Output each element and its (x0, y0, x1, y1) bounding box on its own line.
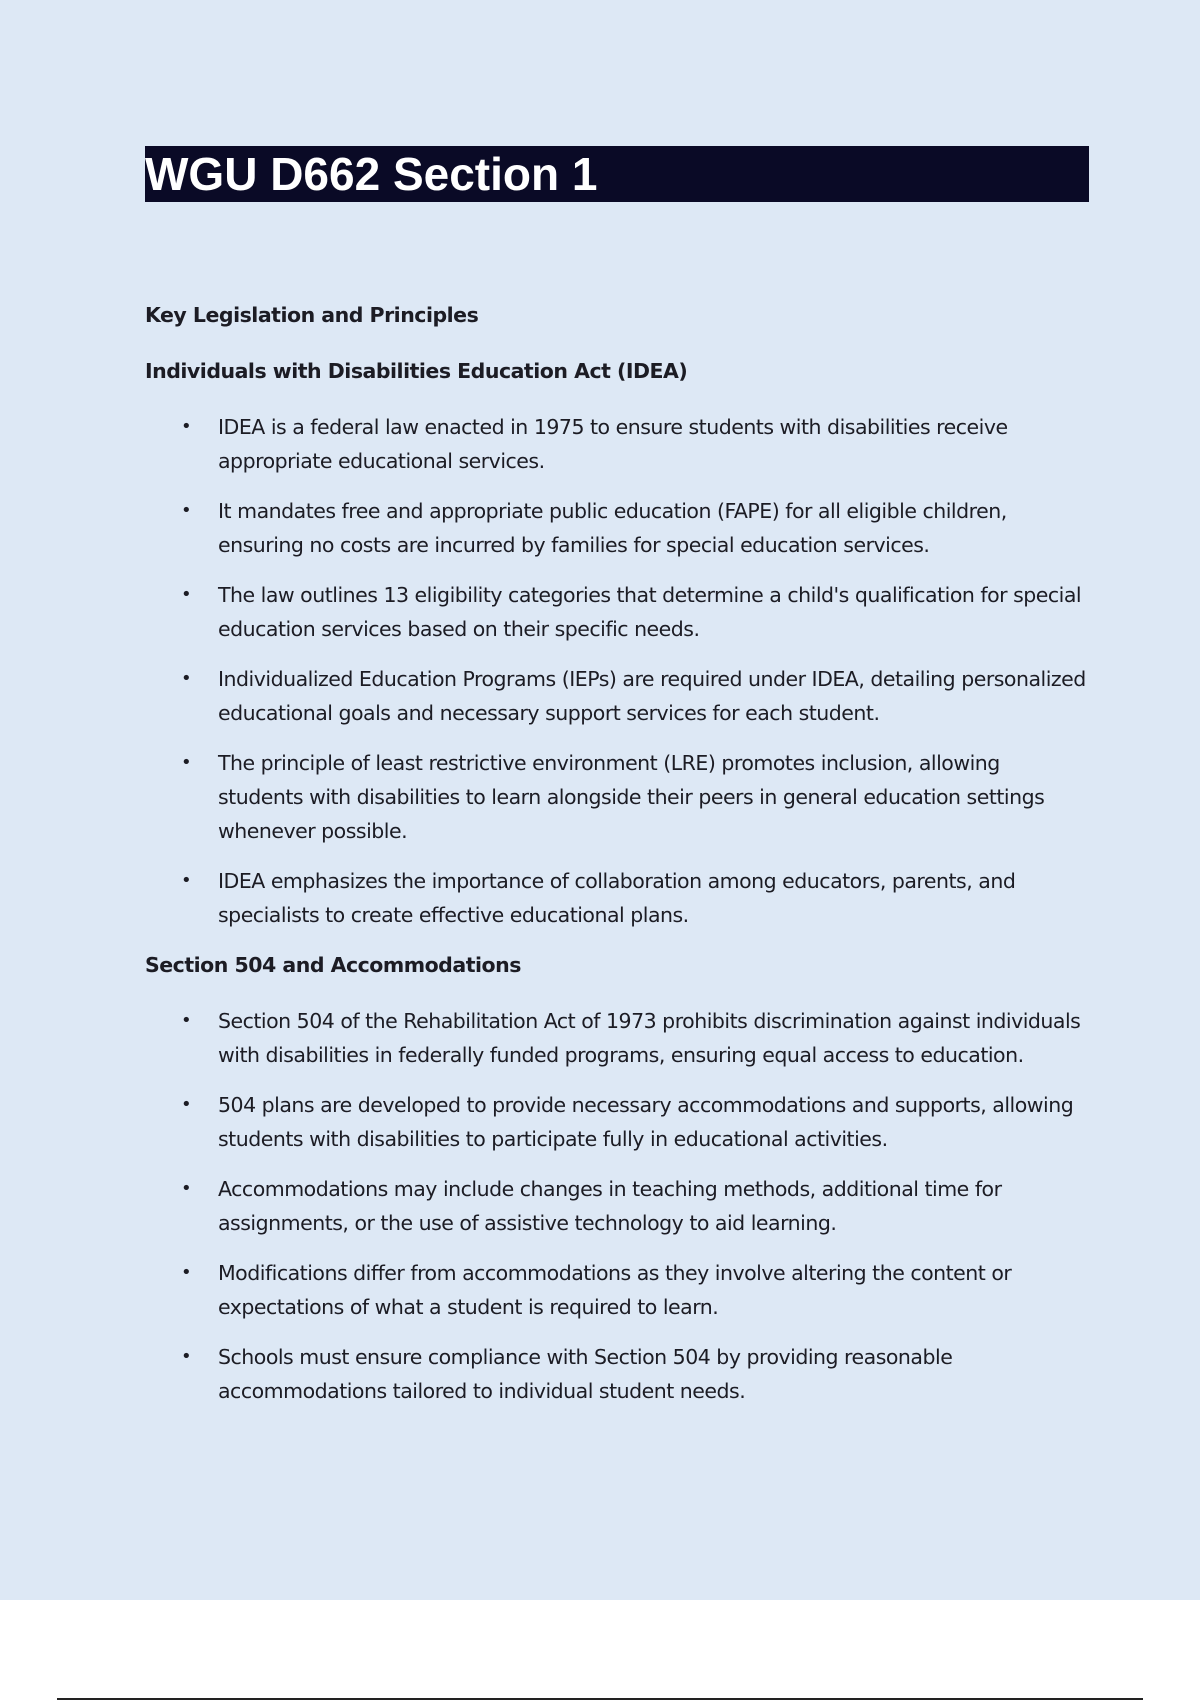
list-item-text: Modifications differ from accommodations as they involve altering the content or expectations of what a student is required to learn. (218, 1261, 1012, 1319)
bullet-icon: • (181, 668, 192, 689)
list-item-text: It mandates free and appropriate public education (FAPE) for all eligible children, ensuring no costs are incurred by families for special education services. (218, 499, 1007, 557)
bullet-icon: • (181, 752, 192, 773)
idea-bullet-list (145, 410, 1090, 932)
bullet-icon: • (181, 584, 192, 605)
section-504-bullet-list (145, 1004, 1090, 1408)
bullet-icon: • (181, 1346, 192, 1367)
list-item (145, 1088, 1090, 1156)
list-item-text: 504 plans are developed to provide necessary accommodations and supports, allowing students with disabilities to participate fully in educational activities. (218, 1093, 1074, 1151)
list-item (145, 1256, 1090, 1324)
list-item (145, 1004, 1090, 1072)
section-heading-idea: Individuals with Disabilities Education Act (IDEA) (145, 359, 688, 383)
list-item (145, 662, 1090, 730)
list-item-text: The principle of least restrictive environment (LRE) promotes inclusion, allowing students with disabilities to learn alongside their peers in general education settings whenever possible. (218, 751, 1045, 843)
list-item (145, 1340, 1090, 1408)
bullet-icon: • (181, 1094, 192, 1115)
list-item-text: IDEA is a federal law enacted in 1975 to ensure students with disabilities receive appropriate educational services. (218, 415, 1008, 473)
section-heading-504: Section 504 and Accommodations (145, 953, 521, 977)
bullet-icon: • (181, 870, 192, 891)
list-item (145, 578, 1090, 646)
list-item-text: Schools must ensure compliance with Section 504 by providing reasonable accommodations tailored to individual student needs. (218, 1345, 953, 1403)
bullet-icon: • (181, 500, 192, 521)
main-heading: Key Legislation and Principles (145, 303, 479, 327)
list-item-text: Individualized Education Programs (IEPs) are required under IDEA, detailing personalized educational goals and necessary support services for each student. (218, 667, 1086, 725)
bullet-icon: • (181, 1178, 192, 1199)
document-title: WGU D662 Section 1 (145, 146, 1089, 202)
list-item-text: IDEA emphasizes the importance of collaboration among educators, parents, and specialists to create effective educational plans. (218, 869, 1016, 927)
bullet-icon: • (181, 1262, 192, 1283)
list-item (145, 494, 1090, 562)
list-item (145, 746, 1090, 848)
list-item (145, 1172, 1090, 1240)
bullet-icon: • (181, 416, 192, 437)
list-item-text: The law outlines 13 eligibility categories that determine a child's qualification for special education services based on their specific needs. (218, 583, 1082, 641)
document-body (145, 298, 1090, 1424)
list-item-text: Section 504 of the Rehabilitation Act of 1973 prohibits discrimination against individuals with disabilities in federally funded programs, ensuring equal access to education. (218, 1009, 1081, 1067)
bullet-icon: • (181, 1010, 192, 1031)
list-item (145, 864, 1090, 932)
list-item-text: Accommodations may include changes in teaching methods, additional time for assignments, or the use of assistive technology to aid learning. (218, 1177, 1002, 1235)
list-item (145, 410, 1090, 478)
